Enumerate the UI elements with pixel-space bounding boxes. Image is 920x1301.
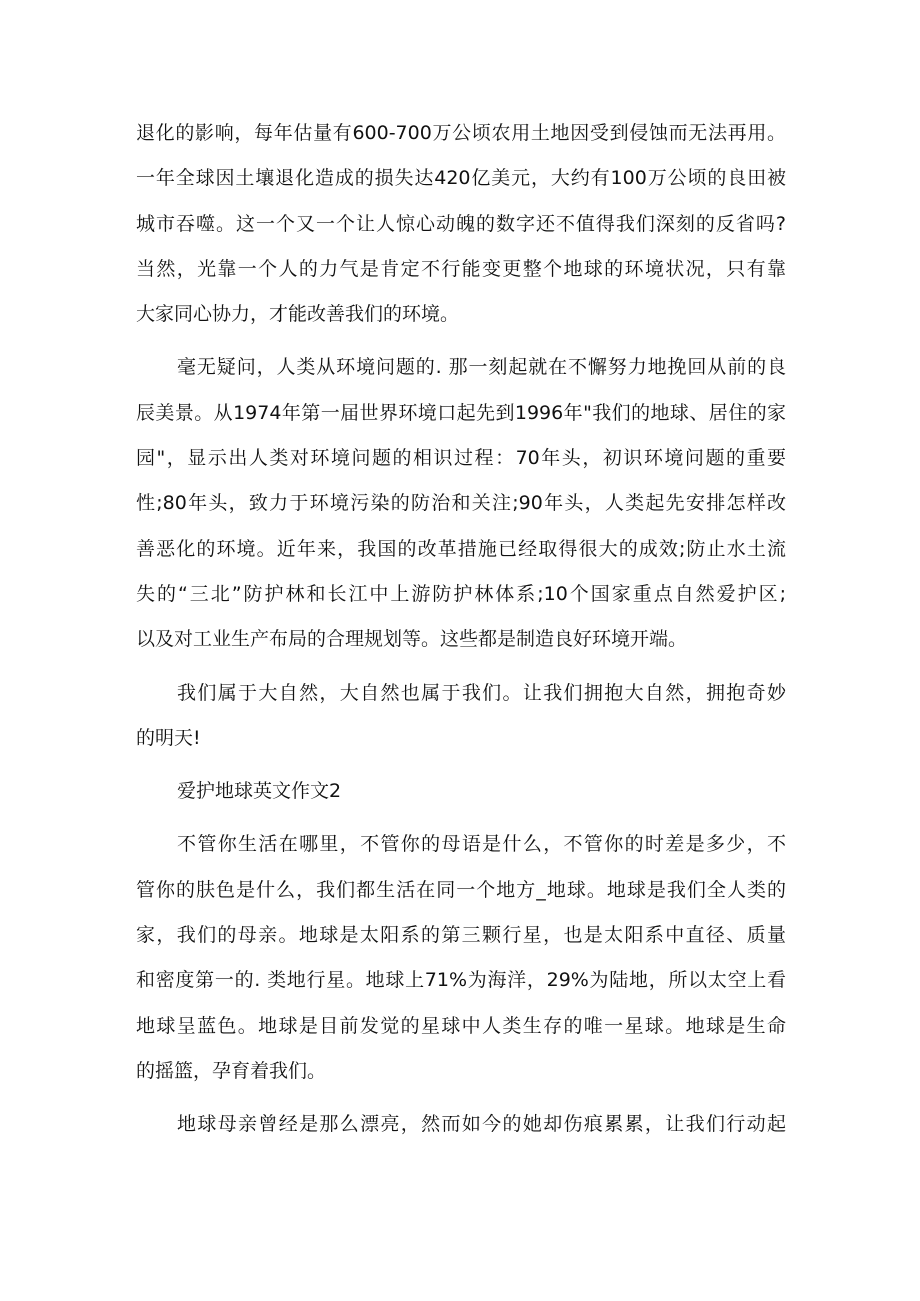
text-line: 善恶化的环境。近年来，我国的改革措施已经取得很大的成效;防止水土流 bbox=[136, 537, 786, 560]
text-line: 城市吞噬。这一个又一个让人惊心动魄的数字还不值得我们深刻的反省吗? bbox=[136, 212, 786, 235]
text-line: 不管你生活在哪里，不管你的母语是什么，不管你的时差是多少，不 bbox=[177, 833, 786, 856]
document-body bbox=[136, 111, 786, 1148]
text-line: 的摇篮，孕育着我们。 bbox=[136, 1059, 327, 1082]
text-line: 性;80年头，致力于环境污染的防治和关注;90年头，人类起先安排怎样改 bbox=[136, 492, 786, 515]
text-line: 大家同心协力，才能改善我们的环境。 bbox=[136, 303, 460, 326]
text-line: 退化的影响，每年估量有600-700万公顷农用土地因受到侵蚀而无法再用。 bbox=[136, 122, 786, 144]
paragraph bbox=[136, 111, 786, 337]
paragraph-gap bbox=[136, 1094, 786, 1102]
paragraph-gap bbox=[136, 663, 786, 671]
text-line: 地球母亲曾经是那么漂亮，然而如今的她却伤痕累累，让我们行动起 bbox=[177, 1113, 786, 1136]
section-heading bbox=[136, 769, 786, 814]
text-line: 失的“三北”防护林和长江中上游防护林体系;10个国家重点自然爱护区; bbox=[136, 582, 786, 605]
paragraph bbox=[136, 345, 786, 662]
paragraph bbox=[136, 671, 786, 762]
paragraph-gap bbox=[136, 761, 786, 769]
text-line: 我们属于大自然，大自然也属于我们。让我们拥抱大自然，拥抱奇妙 bbox=[177, 681, 786, 704]
text-line: 以及对工业生产布局的合理规划等。这些都是制造良好环境开端。 bbox=[136, 628, 688, 651]
text-line: 和密度第一的. 类地行星。地球上71%为海洋，29%为陆地，所以太空上看 bbox=[136, 969, 786, 992]
text-line: 当然，光靠一个人的力气是肯定不行能变更整个地球的环境状况，只有靠 bbox=[136, 257, 786, 280]
paragraph bbox=[136, 822, 786, 1094]
paragraph bbox=[136, 1102, 786, 1147]
text-line: 的明天! bbox=[136, 726, 201, 749]
paragraph-gap bbox=[136, 337, 786, 345]
text-line: 毫无疑问，人类从环境问题的. 那一刻起就在不懈努力地挽回从前的良 bbox=[177, 356, 786, 379]
text-line: 辰美景。从1974年第一届世界环境口起先到1996年"我们的地球、居住的家 bbox=[136, 401, 786, 424]
text-line: 管你的肤色是什么，我们都生活在同一个地方_地球。地球是我们全人类的 bbox=[136, 878, 786, 901]
heading-line: 爱护地球英文作文2 bbox=[177, 780, 342, 803]
text-line: 一年全球因土壤退化造成的损失达420亿美元，大约有100万公顷的良田被 bbox=[136, 167, 786, 190]
text-line: 家，我们的母亲。地球是太阳系的第三颗行星，也是太阳系中直径、质量 bbox=[136, 924, 786, 947]
paragraph-gap bbox=[136, 814, 786, 822]
text-line: 园"，显示出人类对环境问题的相识过程：70年头，初识环境问题的重要 bbox=[136, 447, 786, 470]
text-line: 地球呈蓝色。地球是目前发觉的星球中人类生存的唯一星球。地球是生命 bbox=[136, 1014, 786, 1037]
